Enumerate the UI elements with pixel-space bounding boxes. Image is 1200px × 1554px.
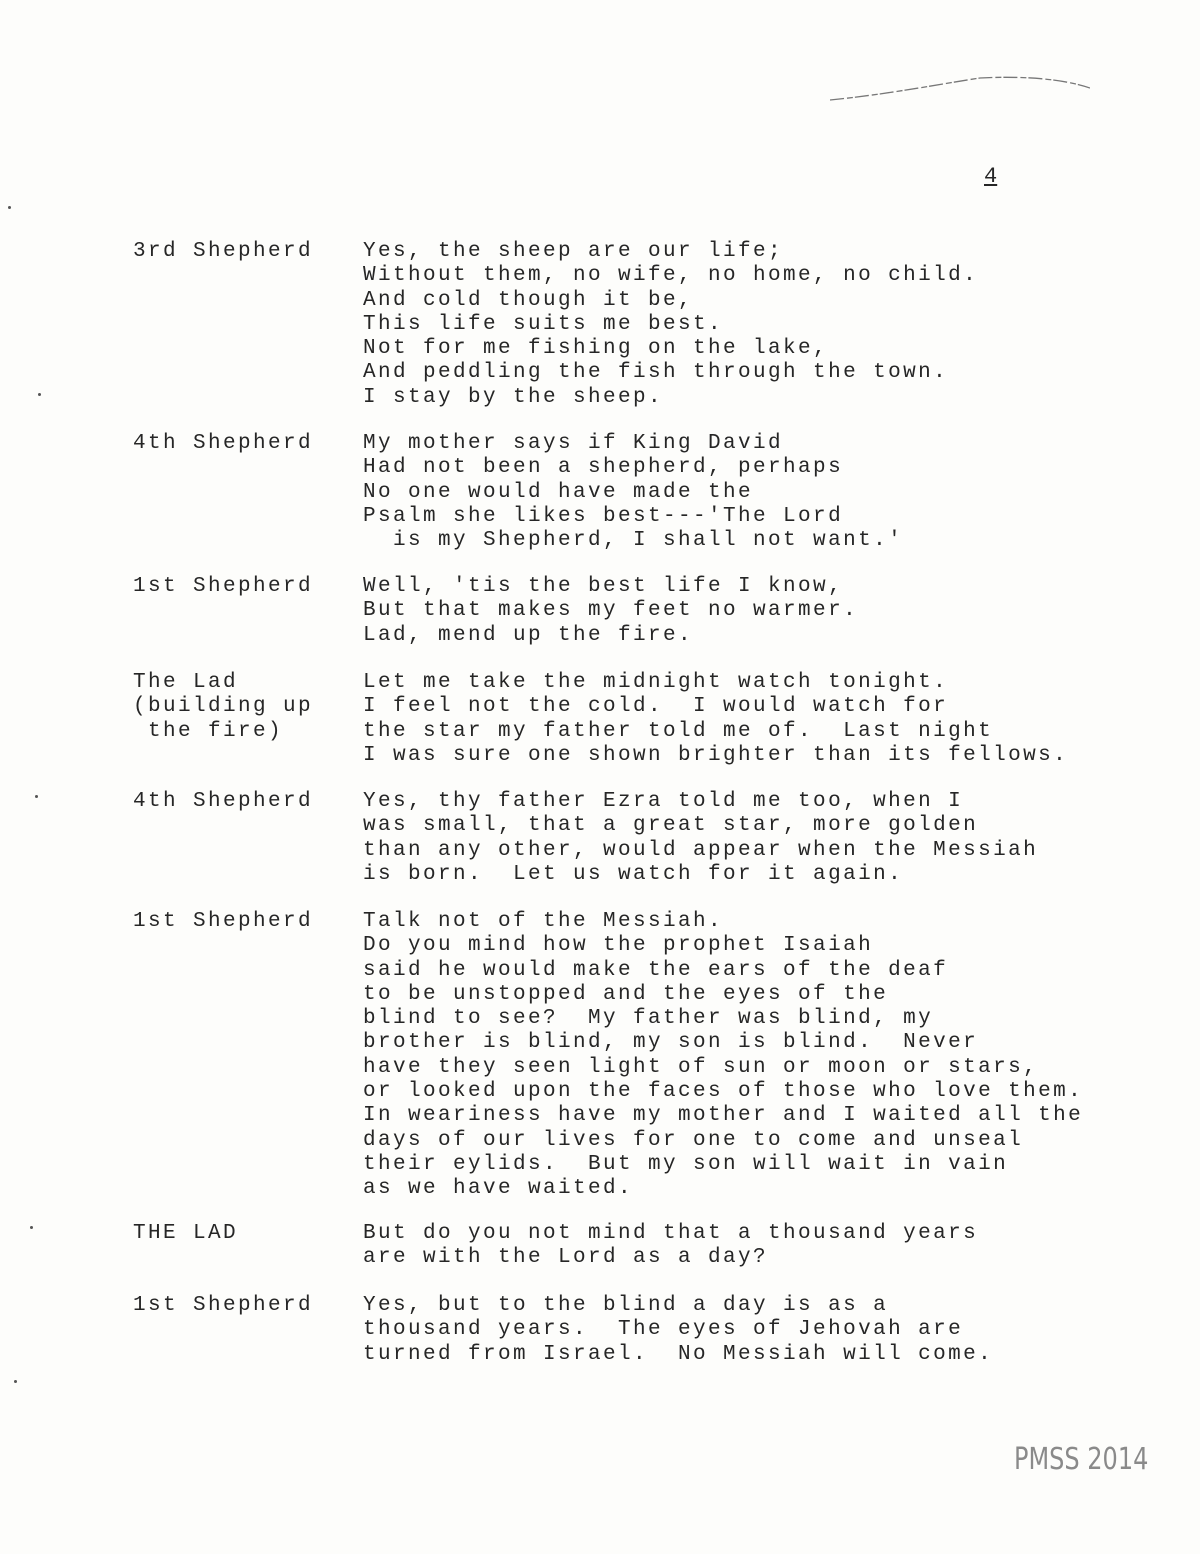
dialogue-line: Without them, no wife, no home, no child.: [363, 264, 979, 288]
dialogue-line: Yes, the sheep are our life;: [363, 240, 784, 263]
dialogue-line: turned from Israel. No Messiah will come.: [363, 1342, 994, 1366]
dialogue-line: than any other, would appear when the Messiah: [363, 838, 1039, 862]
speaker-line: the fire): [133, 719, 284, 743]
dialogue-text: [363, 910, 1083, 1202]
dialogue-line: Not for me fishing on the lake,: [363, 337, 829, 361]
dialogue-line: blind to see? My father was blind, my: [363, 1007, 934, 1031]
dialogue-line: as we have waited.: [363, 1177, 634, 1201]
dialogue-line: brother is blind, my son is blind. Never: [363, 1031, 979, 1055]
dialogue-line: No one would have made the: [363, 480, 754, 504]
dialogue-line: Lad, mend up the fire.: [363, 623, 694, 647]
dialogue-line: I feel not the cold. I would watch for: [363, 695, 949, 719]
dialogue-line: is my Shepherd, I shall not want.': [363, 529, 904, 553]
paper-speck: [35, 795, 38, 798]
speaker-name: [133, 671, 313, 744]
dialogue-line: And cold though it be,: [363, 288, 694, 312]
dialogue-line: Yes, but to the blind a day is as a: [363, 1294, 889, 1317]
dialogue-text: [363, 1222, 978, 1271]
dialogue-line: My mother says if King David: [363, 432, 784, 455]
dialogue-text: [363, 1294, 993, 1367]
speaker-line: 4th Shepherd: [133, 790, 314, 813]
page-number: 4: [984, 164, 998, 189]
dialogue-line: But that makes my feet no warmer.: [363, 599, 859, 623]
dialogue-line: are with the Lord as a day?: [363, 1246, 769, 1270]
dialogue-line: Psalm she likes best---'The Lord: [363, 504, 844, 528]
dialogue-line: And peddling the fish through the town.: [363, 361, 949, 385]
dialogue-text: [363, 432, 903, 553]
paper-speck: [14, 1380, 17, 1383]
paper-speck: [30, 1226, 33, 1229]
speaker-line: (building up: [133, 695, 314, 719]
dialogue-line: But do you not mind that a thousand years: [363, 1222, 979, 1245]
dialogue-line: thousand years. The eyes of Jehovah are: [363, 1318, 964, 1342]
dialogue-line: In weariness have my mother and I waited all the: [363, 1104, 1084, 1128]
speaker-name: [133, 240, 313, 264]
speaker-line: 1st Shepherd: [133, 1294, 314, 1317]
dialogue-line: days of our lives for one to come and unseal: [363, 1128, 1024, 1152]
dialogue-line: Had not been a shepherd, perhaps: [363, 456, 844, 480]
speaker-name: [133, 790, 313, 814]
dialogue-line: Do you mind how the prophet Isaiah: [363, 934, 874, 958]
speaker-name: [133, 432, 313, 456]
dialogue-line: to be unstopped and the eyes of the: [363, 982, 889, 1006]
paper-speck: [38, 393, 41, 396]
speaker-line: 1st Shepherd: [133, 910, 314, 933]
paper-speck: [8, 206, 11, 209]
speaker-line: 1st Shepherd: [133, 575, 314, 598]
speaker-line: 4th Shepherd: [133, 432, 314, 455]
dialogue-line: said he would make the ears of the deaf: [363, 958, 949, 982]
speaker-name: [133, 575, 313, 599]
dialogue-line: the star my father told me of. Last night: [363, 719, 994, 743]
dialogue-line: their eylids. But my son will wait in vain: [363, 1152, 1009, 1176]
dialogue-line: I stay by the sheep.: [363, 385, 664, 409]
dialogue-line: I was sure one shown brighter than its fellows.: [363, 743, 1069, 767]
dialogue-line: or looked upon the faces of those who love them.: [363, 1080, 1084, 1104]
dialogue-line: have they seen light of sun or moon or stars,: [363, 1055, 1039, 1079]
watermark: PMSS 2014: [1014, 1442, 1149, 1477]
dialogue-text: [363, 790, 1038, 887]
dialogue-line: Talk not of the Messiah.: [363, 910, 724, 933]
speaker-line: The Lad: [133, 671, 239, 694]
dialogue-text: [363, 575, 858, 648]
speaker-name: [133, 1222, 238, 1246]
dialogue-line: Well, 'tis the best life I know,: [363, 575, 844, 598]
speaker-line: THE LAD: [133, 1222, 239, 1245]
dialogue-line: Let me take the midnight watch tonight.: [363, 671, 949, 694]
speaker-name: [133, 1294, 313, 1318]
dialogue-line: was small, that a great star, more golden: [363, 814, 979, 838]
dialogue-line: This life suits me best.: [363, 312, 724, 336]
dialogue-text: [363, 240, 978, 410]
dialogue-text: [363, 671, 1068, 768]
paper-tear-mark: [830, 74, 1090, 104]
dialogue-line: Yes, thy father Ezra told me too, when I: [363, 790, 964, 813]
dialogue-line: is born. Let us watch for it again.: [363, 862, 904, 886]
speaker-line: 3rd Shepherd: [133, 240, 314, 263]
speaker-name: [133, 910, 313, 934]
